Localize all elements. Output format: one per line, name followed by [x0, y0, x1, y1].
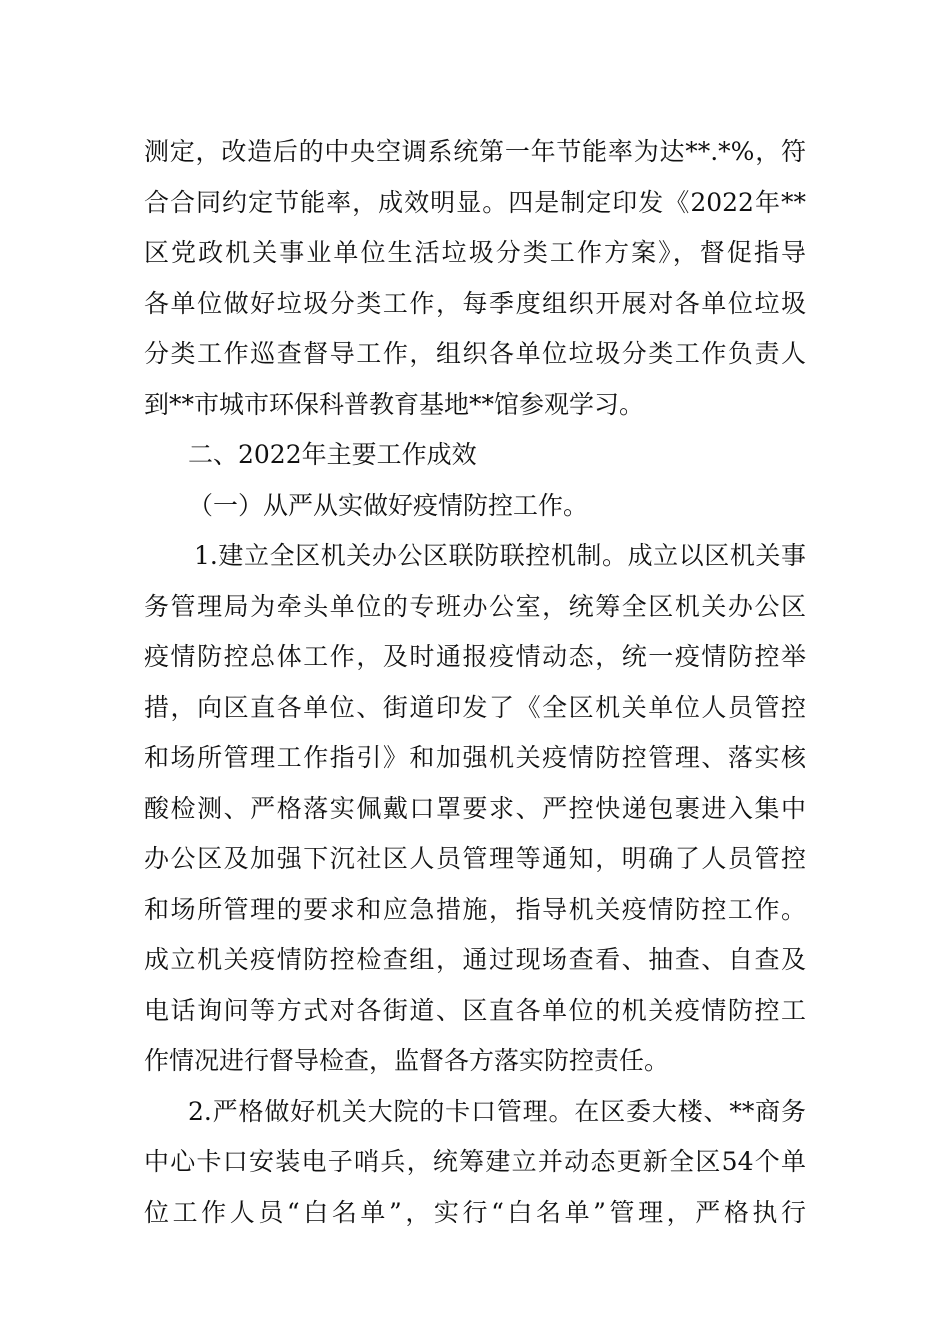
item-1-line-9: 成立机关疫情防控检查组，通过现场查看、抽查、自查及 — [144, 945, 806, 974]
item-1-line-6: 酸检测、严格落实佩戴口罩要求、严控快递包裹进入集中 — [144, 793, 806, 823]
body-line-5: 分类工作巡查督导工作，组织各单位垃圾分类工作负责人 — [144, 339, 806, 368]
item-1-line-4: 措，向区直各单位、街道印发了《全区机关单位人员管控 — [144, 692, 806, 722]
item-2-line-1: 2.严格做好机关大院的卡口管理。在区委大楼、**商务 — [188, 1096, 806, 1126]
body-line-3: 区党政机关事业单位生活垃圾分类工作方案》，督促指导 — [144, 238, 806, 267]
body-line-4: 各单位做好垃圾分类工作，每季度组织开展对各单位垃圾 — [144, 288, 806, 318]
item-1-line-2: 务管理局为牵头单位的专班办公室，统筹全区机关办公区 — [144, 591, 806, 621]
item-1-line-10: 电话询问等方式对各街道、区直各单位的机关疫情防控工 — [144, 995, 806, 1025]
section-heading-2: 二、2022年主要工作成效 — [188, 440, 477, 469]
document-body — [144, 127, 806, 1238]
subsection-heading-1: （一）从严从实做好疫情防控工作。 — [188, 490, 589, 520]
body-line-1: 测定，改造后的中央空调系统第一年节能率为达**.*%，符 — [144, 137, 806, 166]
item-1-line-1: 1.建立全区机关办公区联防联控机制。成立以区机关事 — [194, 541, 806, 570]
item-1-line-5: 和场所管理工作指引》和加强机关疫情防控管理、落实核 — [144, 743, 806, 772]
item-1-line-3: 疫情防控总体工作，及时通报疫情动态，统一疫情防控举 — [144, 642, 806, 671]
body-line-2: 合合同约定节能率，成效明显。四是制定印发《2022年** — [144, 187, 806, 217]
item-1-line-11: 作情况进行督导检查，监督各方落实防控责任。 — [144, 1046, 670, 1075]
item-2-line-2: 中心卡口安装电子哨兵，统筹建立并动态更新全区54个单 — [144, 1147, 806, 1176]
item-1-line-7: 办公区及加强下沉社区人员管理等通知，明确了人员管控 — [144, 844, 806, 873]
body-line-6: 到**市城市环保科普教育基地**馆参观学习。 — [144, 389, 645, 419]
item-2-line-3: 位工作人员“白名单”，实行“白名单”管理，严格执行 — [144, 1197, 806, 1227]
item-1-line-8: 和场所管理的要求和应急措施，指导机关疫情防控工作。 — [144, 894, 806, 924]
